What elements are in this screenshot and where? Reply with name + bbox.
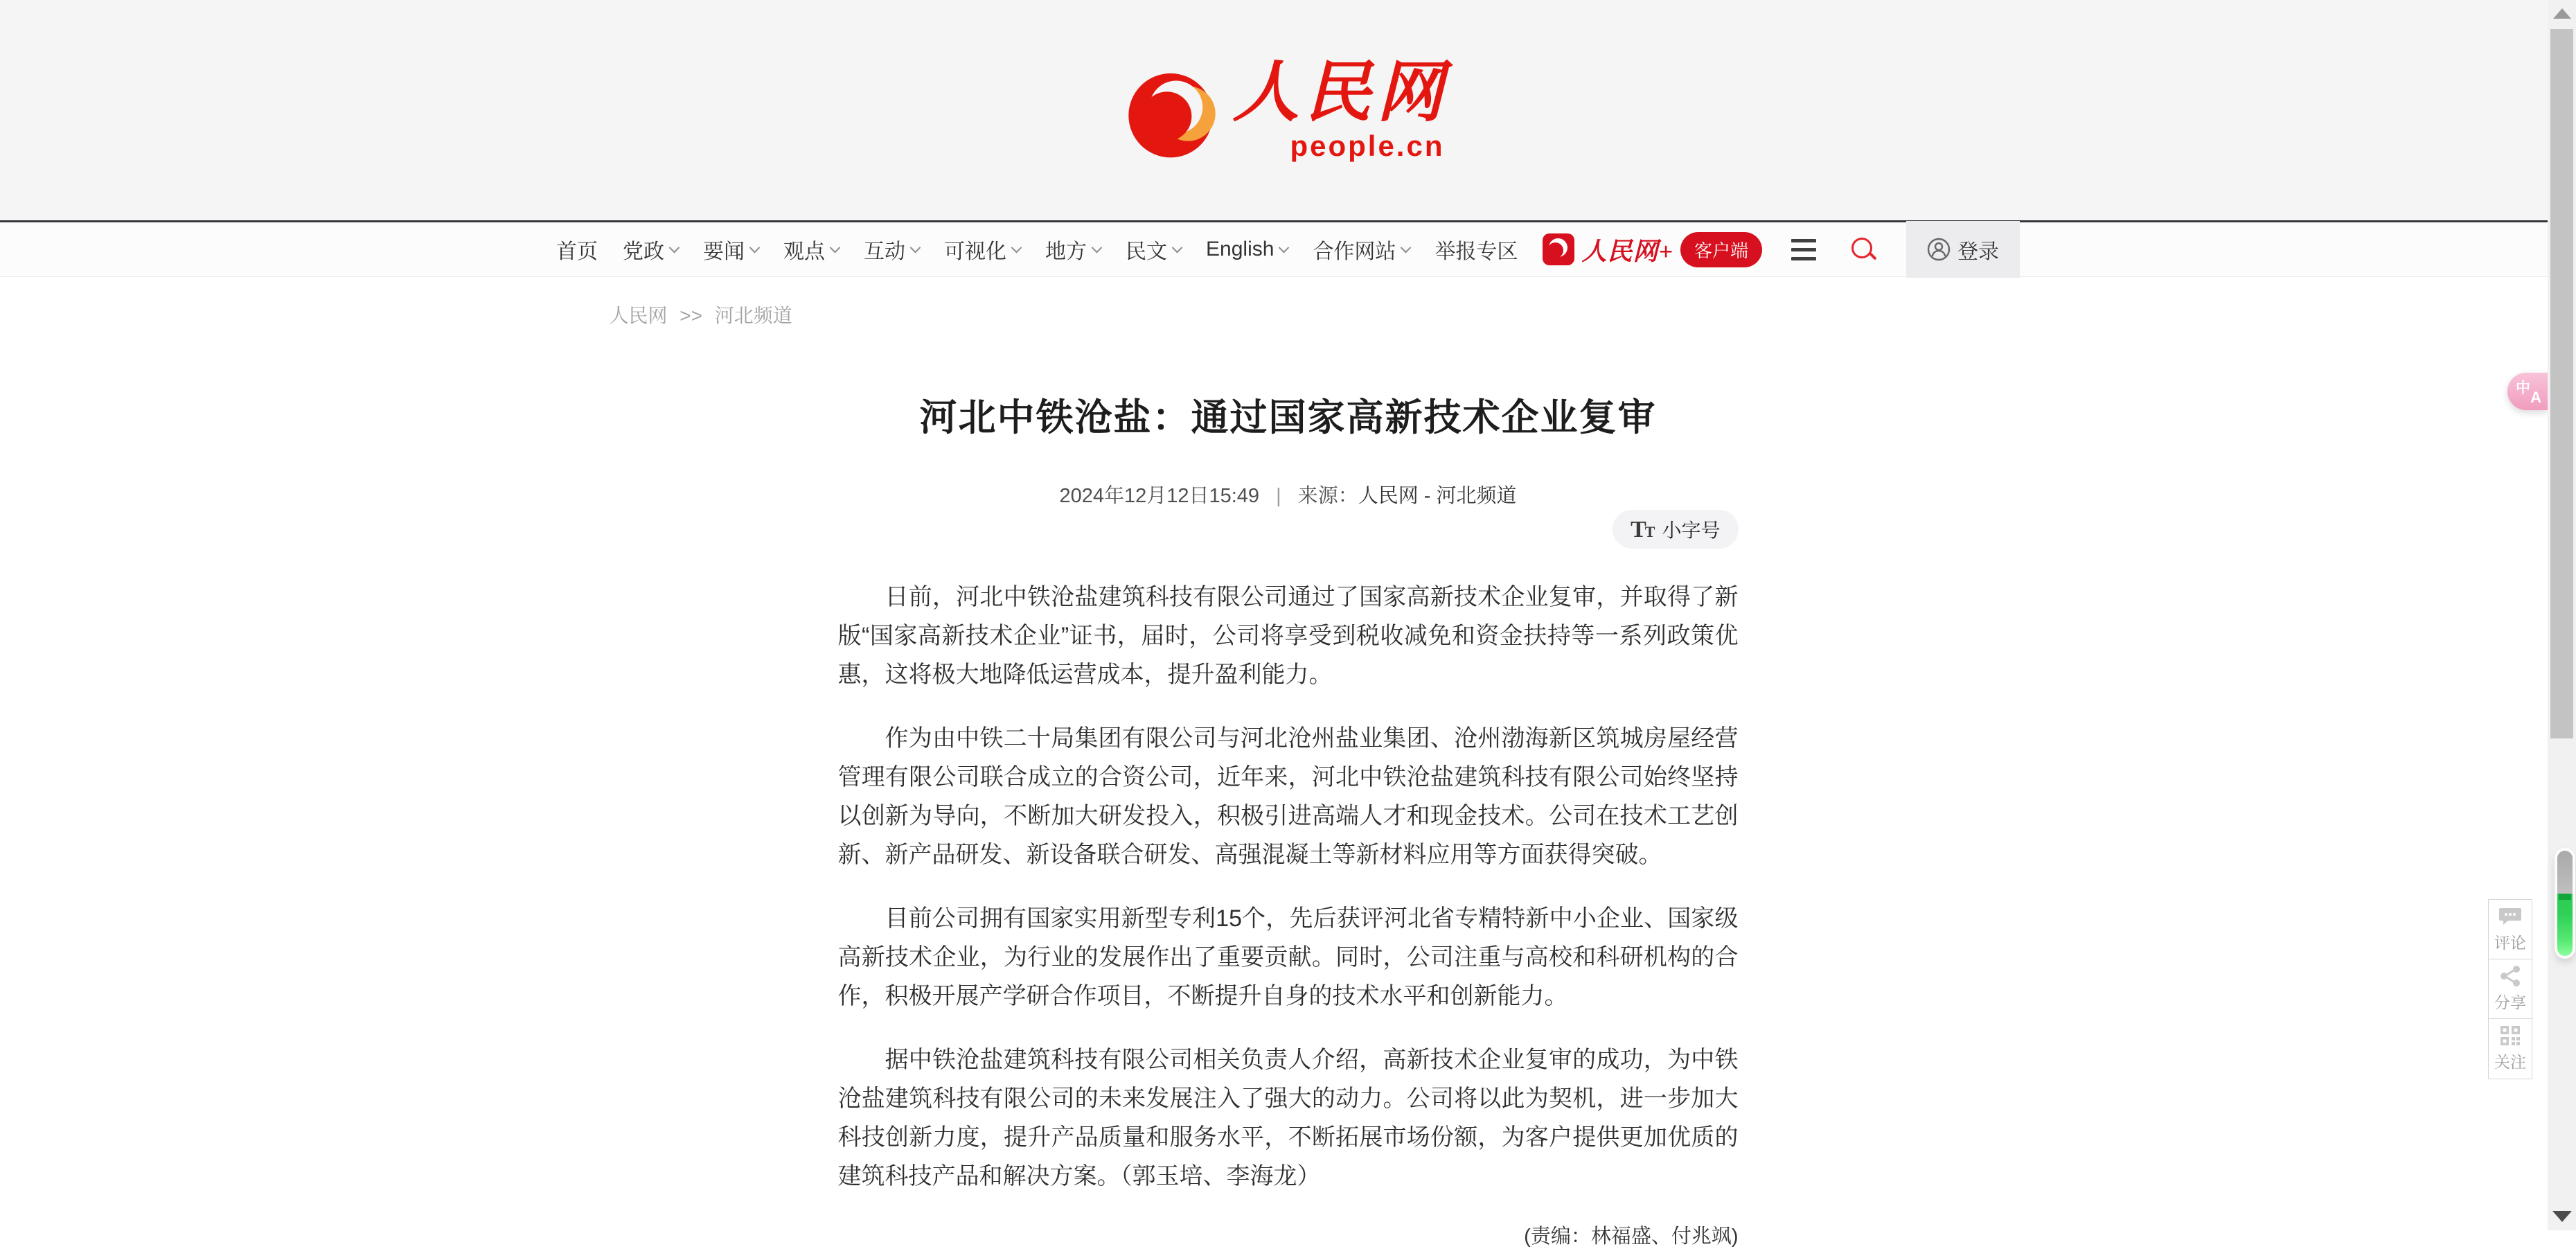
scroll-progress-indicator (2557, 851, 2573, 956)
chevron-down-icon (669, 242, 680, 253)
nav-item-dangzheng[interactable] (623, 234, 678, 265)
translate-zh-glyph: 中 (2516, 380, 2530, 396)
menu-hamburger-icon[interactable] (1791, 239, 1816, 260)
chevron-down-icon (1092, 242, 1103, 253)
translate-button[interactable] (2507, 373, 2548, 410)
nav-label: 举报专区 (1434, 240, 1518, 263)
nav-label: 首页 (556, 240, 598, 263)
nav-label: 地方 (1045, 240, 1087, 263)
site-logo[interactable] (1128, 55, 1449, 162)
main-navbar (0, 220, 2576, 277)
scroll-up-arrow-icon[interactable] (2553, 8, 2571, 19)
logo-title: 人民网 (1232, 55, 1449, 130)
nav-item-guandian[interactable] (783, 234, 839, 265)
chevron-down-icon (749, 242, 761, 253)
people-app-icon (1543, 233, 1574, 265)
logo-text (1232, 55, 1449, 162)
source-label: 来源： (1297, 485, 1358, 507)
people-cn-swirl-icon (1128, 68, 1219, 159)
fontsize-row (838, 510, 1739, 549)
translate-en-glyph: A (2530, 389, 2541, 406)
progress-remaining (2557, 851, 2573, 894)
article-body (838, 578, 1739, 1196)
nav-item-keshihua[interactable] (944, 234, 1020, 265)
qrcode-icon (2500, 1025, 2521, 1046)
login-button[interactable] (1906, 221, 2020, 278)
scrollbar-thumb[interactable] (2550, 29, 2573, 738)
font-size-icon: TT (1631, 517, 1654, 542)
user-icon (1927, 238, 1951, 261)
nav-item-hudong[interactable] (864, 234, 919, 265)
breadcrumb-channel-link[interactable]: 河北频道 (714, 305, 792, 326)
chevron-down-icon (1172, 242, 1183, 253)
nav-inner (556, 222, 2020, 276)
nav-label: English (1206, 238, 1274, 260)
nav-label: 观点 (783, 240, 826, 263)
chevron-down-icon (910, 242, 921, 253)
nav-item-difang[interactable] (1045, 234, 1101, 265)
progress-done (2557, 894, 2573, 956)
paragraph: 作为由中铁二十局集团有限公司与河北沧州盐业集团、沧州渤海新区筑城房屋经营管理有限公司联合成立的合资公司，近年来，河北中铁沧盐建筑科技有限公司始终坚持以创新为导向，不断加大研发投入，积极引进高端人才和现金技术。公司在技术工艺创新、新产品研发、新设备联合研发、高强混凝土等新材料应用等方面获得突破。 (837, 725, 1739, 868)
source-link[interactable]: 人民网 - 河北频道 (1358, 485, 1517, 507)
article-meta (838, 480, 1739, 508)
side-toolbar (2488, 899, 2532, 1079)
comment-label: 评论 (2494, 933, 2526, 952)
nav-item-jubao[interactable] (1434, 234, 1518, 265)
nav-item-hezuo[interactable] (1313, 234, 1410, 265)
share-label: 分享 (2494, 993, 2526, 1011)
chevron-down-icon (830, 242, 841, 253)
comment-icon (2498, 906, 2522, 927)
share-icon (2499, 966, 2521, 986)
follow-button[interactable] (2489, 1019, 2532, 1079)
site-header (0, 0, 2576, 220)
nav-label: 要闻 (703, 240, 745, 263)
article-date: 2024年12月12日15:49 (1059, 485, 1260, 507)
article-title: 河北中铁沧盐：通过国家高新技术企业复审 (919, 397, 1657, 439)
login-label: 登录 (1957, 240, 1999, 263)
nav-label: 民文 (1126, 240, 1168, 263)
font-size-label: 小字号 (1662, 520, 1721, 541)
scrollbar-track[interactable] (2548, 0, 2576, 1230)
chevron-down-icon (1011, 242, 1022, 253)
font-size-button[interactable] (1613, 510, 1738, 549)
nav-label: 合作网站 (1313, 240, 1396, 263)
breadcrumb (610, 277, 1967, 328)
follow-label: 关注 (2494, 1053, 2526, 1071)
nav-item-minwen[interactable] (1126, 234, 1181, 265)
nav-item-yaowen[interactable] (703, 234, 758, 265)
article (838, 388, 1739, 1249)
chevron-down-icon (1279, 242, 1290, 253)
app-badge-brand: 人民网+ (1581, 237, 1673, 265)
meta-separator: | (1276, 485, 1281, 507)
nav-item-home[interactable] (556, 234, 598, 265)
share-button[interactable] (2489, 959, 2532, 1019)
scroll-down-arrow-icon[interactable] (2552, 1211, 2572, 1222)
nav-item-english[interactable] (1206, 238, 1288, 261)
nav-label: 党政 (623, 240, 665, 263)
breadcrumb-separator: >> (679, 305, 702, 326)
nav-label: 互动 (864, 240, 906, 263)
app-badge-client-pill: 客户端 (1680, 232, 1762, 267)
paragraph: 目前公司拥有国家实用新型专利15个，先后获评河北省专精特新中小企业、国家级高新技术企业，为行业的发展作出了重要贡献。同时，公司注重与高校和科研机构的合作，积极开展产学研合作项目，不断提升自身的技术水平和创新能力。 (837, 905, 1739, 1009)
nav-label: 可视化 (944, 240, 1007, 263)
paragraph: 据中铁沧盐建筑科技有限公司相关负责人介绍，高新技术企业复审的成功，为中铁沧盐建筑科技有限公司的未来发展注入了强大的动力。公司将以此为契机，进一步加大科技创新力度，提升产品质量和服务水平，不断拓展市场份额，为客户提供更加优质的建筑科技产品和解决方案。（郭玉培、李海龙） (837, 1047, 1739, 1189)
editor-note: (责编：林福盛、付兆飒) (1524, 1225, 1739, 1248)
breadcrumb-site-link[interactable]: 人民网 (609, 305, 668, 326)
comment-button[interactable] (2489, 900, 2532, 959)
app-download-badge[interactable] (1543, 232, 1762, 267)
chevron-down-icon (1401, 242, 1412, 253)
paragraph: 日前，河北中铁沧盐建筑科技有限公司通过了国家高新技术企业复审，并取得了新版“国家高新技术企业”证书，届时，公司将享受到税收减免和资金扶持等一系列政策优惠，这将极大地降低运营成本，提升盈利能力。 (837, 584, 1739, 688)
search-icon[interactable] (1849, 236, 1877, 263)
logo-subtitle: people.cn (1290, 130, 1445, 162)
